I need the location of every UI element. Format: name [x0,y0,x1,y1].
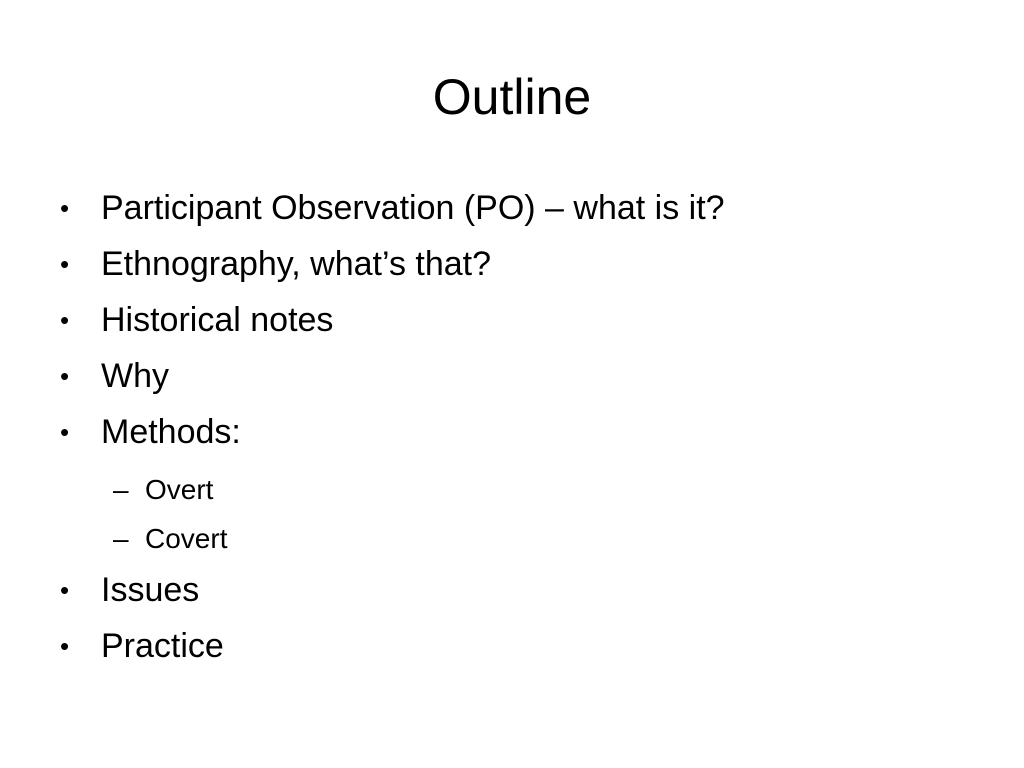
list-item [60,184,990,240]
bullet-icon: • [60,305,70,335]
list-item [60,240,990,296]
sub-list-item-label: Overt [145,474,214,505]
dash-icon: – [113,474,129,505]
list-item-label: Participant Observation (PO) – what is it? [101,189,725,227]
sub-list-item-label: Covert [145,523,228,554]
bullet-icon: • [60,575,70,605]
list-item [60,352,990,408]
list-item-label: Historical notes [101,301,334,339]
list-item-label: Practice [101,627,224,665]
sub-list-group [60,464,990,566]
list-item [60,622,990,678]
dash-icon: – [113,523,129,554]
bullet-icon: • [60,249,70,279]
slide-title: Outline [432,69,592,125]
list-item [60,566,990,622]
list-item-label: Why [101,357,169,395]
list-item-label: Ethnography, what’s that? [101,245,492,283]
bullet-icon: • [60,193,70,223]
list-item [60,296,990,352]
list-item-label: Issues [101,571,200,609]
bullet-icon: • [60,361,70,391]
outline-list [60,184,990,678]
sub-list-item [60,468,990,517]
sub-list-item [60,517,990,566]
list-item-label: Methods: [101,413,241,451]
list-item [60,408,990,464]
bullet-icon: • [60,417,70,447]
sub-list [60,468,990,566]
bullet-icon: • [60,631,70,661]
